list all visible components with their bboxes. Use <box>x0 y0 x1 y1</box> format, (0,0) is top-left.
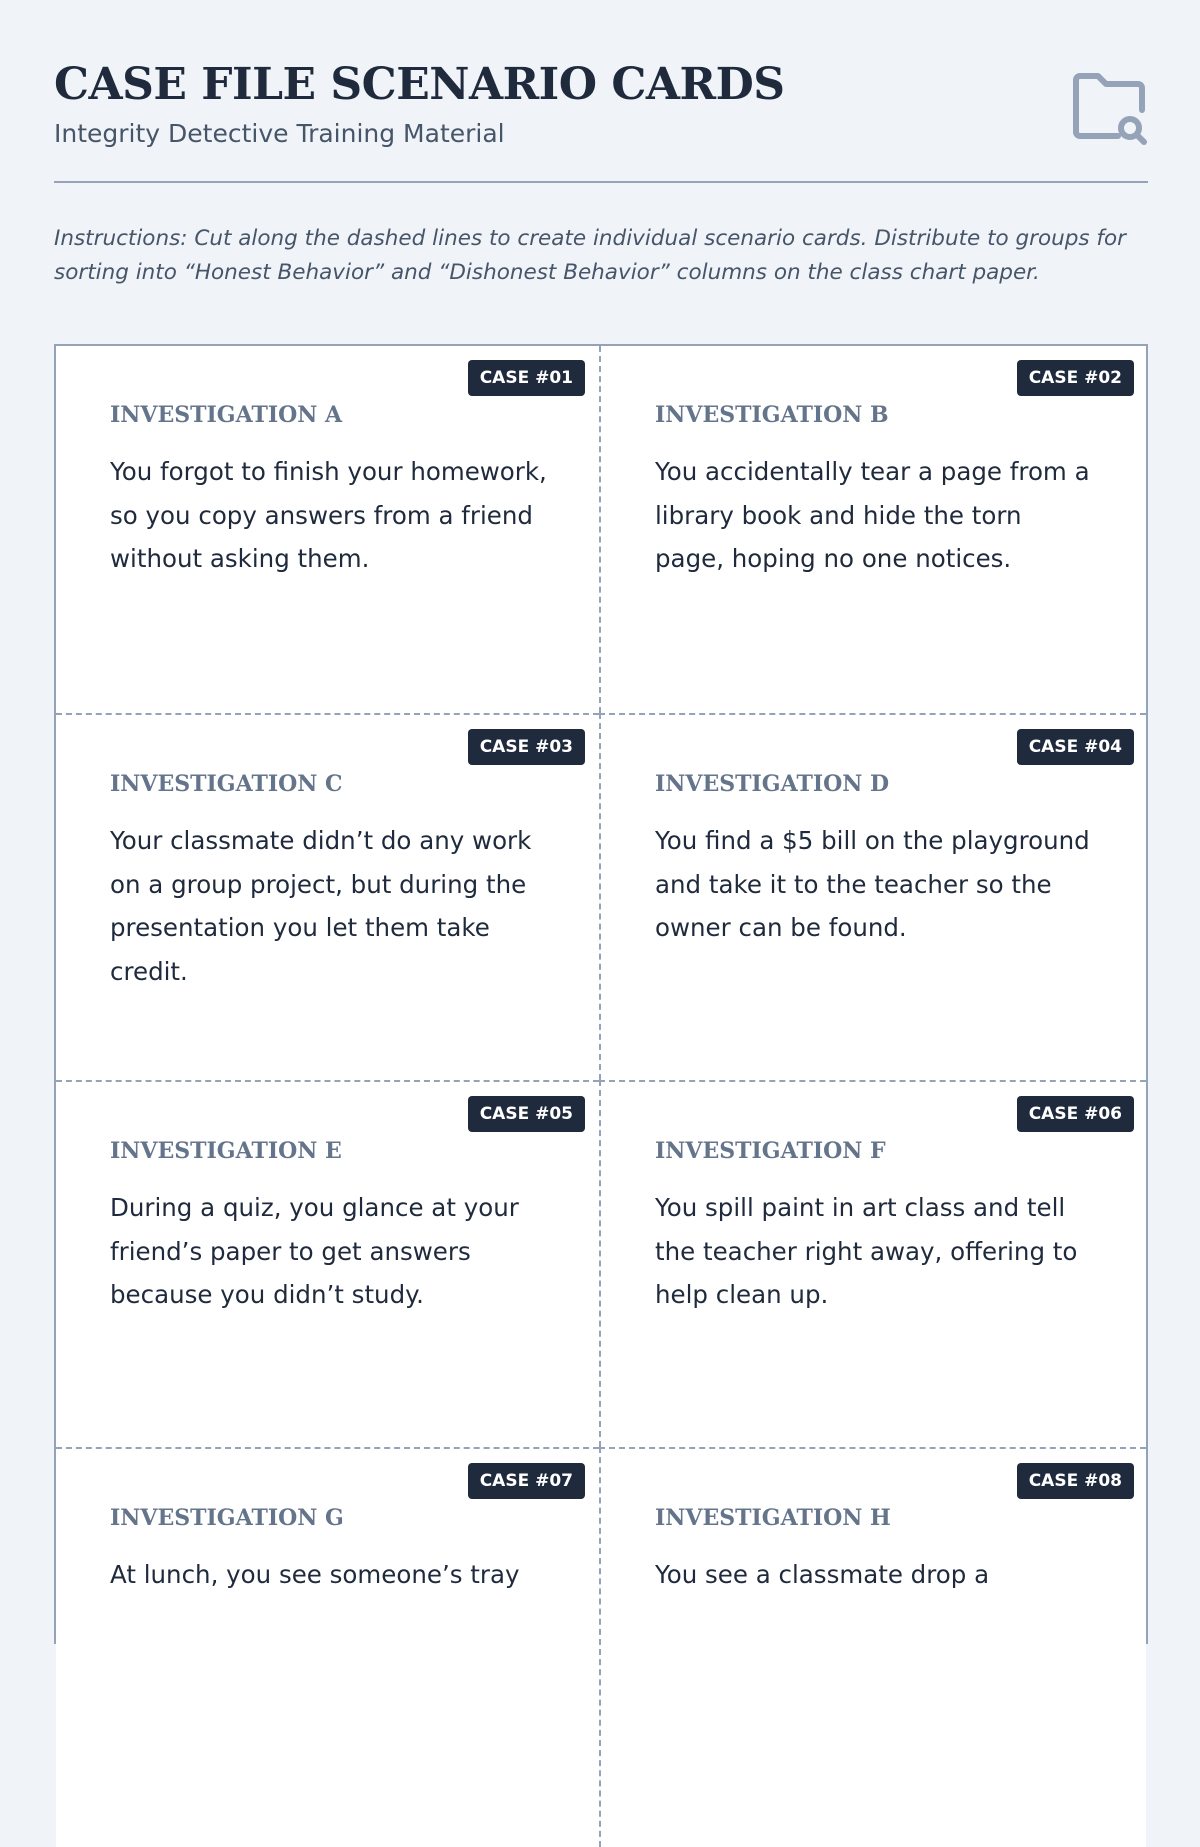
case-number-badge: CASE #06 <box>1017 1096 1134 1132</box>
scenario-card <box>56 1447 599 1847</box>
scenario-card <box>56 713 599 1080</box>
card-title: INVESTIGATION D <box>655 771 890 797</box>
scenario-card <box>599 1447 1146 1847</box>
page-title: CASE FILE SCENARIO CARDS <box>54 59 785 110</box>
scenario-card-grid <box>54 344 1148 1644</box>
card-title: INVESTIGATION B <box>655 402 889 428</box>
case-number-badge: CASE #02 <box>1017 360 1134 396</box>
card-scenario-text: You spill paint in art class and tell the teacher right away, offering to help clean up. <box>655 1193 1078 1309</box>
instructions-text: Instructions: Cut along the dashed lines to create individual scenario cards. Distribute to groups for sorting into “Honest Behavior” and “Dishonest Behavior” columns on the class chart paper. <box>54 226 1126 285</box>
header-divider <box>54 181 1148 183</box>
card-title: INVESTIGATION C <box>110 771 343 797</box>
folder-search-icon <box>1068 66 1148 146</box>
card-scenario-text: You accidentally tear a page from a library book and hide the torn page, hoping no one notices. <box>655 457 1090 573</box>
case-number-badge: CASE #01 <box>468 360 585 396</box>
card-scenario-text: You forgot to finish your homework, so you copy answers from a friend without asking them. <box>110 457 547 573</box>
card-title: INVESTIGATION F <box>655 1138 886 1164</box>
card-title: INVESTIGATION G <box>110 1505 344 1531</box>
card-scenario-text: You find a $5 bill on the playground and take it to the teacher so the owner can be found. <box>655 826 1090 942</box>
card-scenario-text: Your classmate didn’t do any work on a group project, but during the presentation you let them take credit. <box>110 826 532 986</box>
scenario-card <box>56 346 599 713</box>
card-scenario-text: You see a classmate drop a <box>655 1560 990 1589</box>
header <box>54 58 1148 178</box>
case-number-badge: CASE #04 <box>1017 729 1134 765</box>
page-subtitle: Integrity Detective Training Material <box>54 119 505 148</box>
case-number-badge: CASE #03 <box>468 729 585 765</box>
scenario-card <box>56 1080 599 1447</box>
card-scenario-text: At lunch, you see someone’s tray <box>110 1560 520 1589</box>
case-number-badge: CASE #07 <box>468 1463 585 1499</box>
case-number-badge: CASE #05 <box>468 1096 585 1132</box>
scenario-card <box>599 1080 1146 1447</box>
card-title: INVESTIGATION A <box>110 402 343 428</box>
case-number-badge: CASE #08 <box>1017 1463 1134 1499</box>
scenario-card <box>599 713 1146 1080</box>
card-title: INVESTIGATION H <box>655 1505 891 1531</box>
card-scenario-text: During a quiz, you glance at your friend’s paper to get answers because you didn’t study. <box>110 1193 519 1309</box>
card-title: INVESTIGATION E <box>110 1138 342 1164</box>
worksheet-page <box>54 0 1148 1600</box>
scenario-card <box>599 346 1146 713</box>
